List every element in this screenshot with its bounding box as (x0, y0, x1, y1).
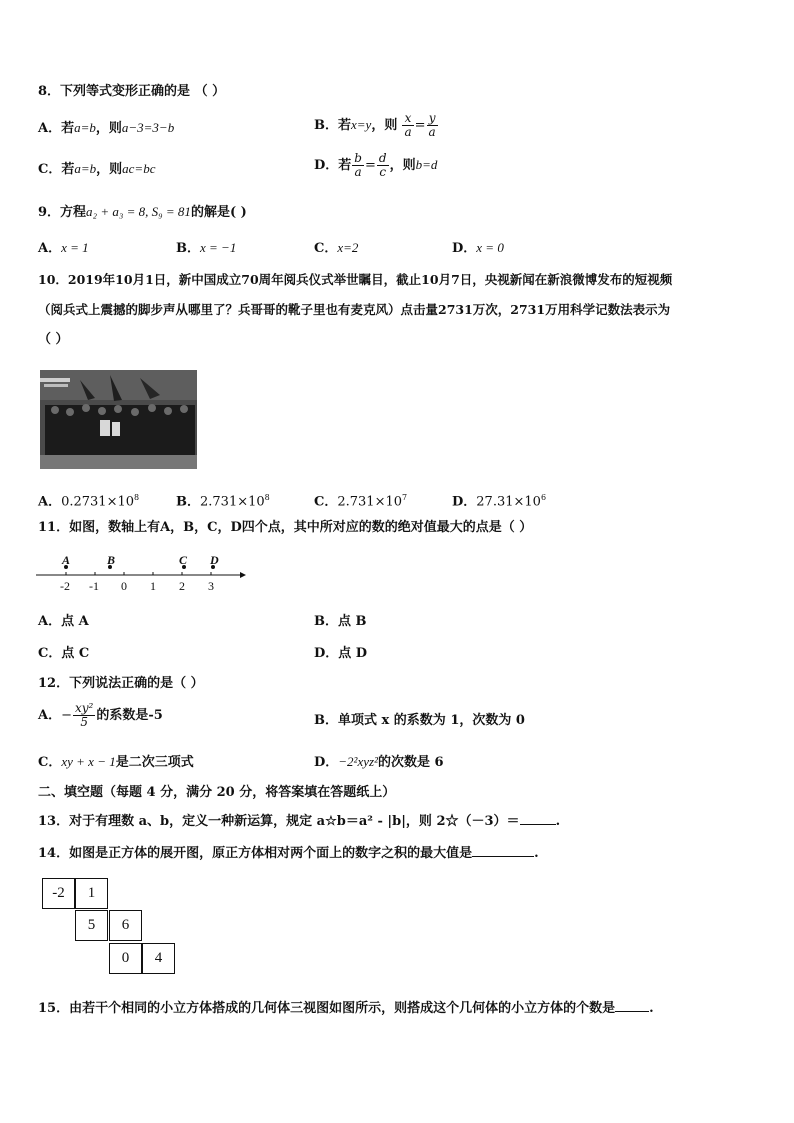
cube-face: 0 (109, 943, 142, 974)
q10-stem-line1: 10．2019年10月1日，新中国成立70周年阅兵仪式举世瞩目，截止10月7日，央视新闻在新浪微博发布的短视频 (38, 272, 673, 287)
q13-stem: 13．对于有理数 a、b，定义一种新运算，规定 a☆b＝a² - |b|，则 2☆（－3）＝ . (38, 814, 561, 829)
cube-face: 6 (109, 910, 142, 941)
parade-photo (40, 370, 197, 469)
cube-face: 5 (75, 910, 108, 941)
q10-option-d: D．$27.31\times 10^6$ (452, 493, 547, 510)
number-line (36, 550, 246, 594)
q10-option-b: B．$2.731\times 10^8$ (176, 493, 270, 510)
point-d-label: D (210, 553, 219, 567)
q11-stem: 11．如图，数轴上有A，B，C，D四个点，其中所对应的数的绝对值最大的点是（ ） (38, 520, 533, 535)
q14-answer-blank (472, 844, 534, 857)
q9-option-b: B．x = −1 (176, 240, 237, 256)
q11-option-a: A．点 A (38, 614, 89, 629)
point-b-label: B (107, 553, 116, 567)
q9-option-d: D．x = 0 (452, 240, 504, 256)
q8-option-c: C．若a=b，则ac=bc (38, 161, 156, 177)
q15-answer-blank (615, 999, 649, 1012)
q13-answer-blank (520, 812, 556, 825)
tick-label: 2 (179, 579, 185, 593)
q10-option-c: C．$2.731\times 10^7$ (314, 493, 408, 510)
q12-stem: 12．下列说法正确的是（ ） (38, 676, 204, 691)
q10-stem-line2: （阅兵式上震撼的脚步声从哪里了？兵哥哥的靴子里也有麦克风）点击量2731万次，2731万用科学记数法表示为 (38, 302, 671, 317)
q10-option-a: A．$0.2731\times 10^8$ (38, 493, 140, 510)
q12-option-a: A．− $\frac{\text{xy²}}{5}$ 的系数是-5 (38, 701, 163, 729)
tick-label: 3 (208, 579, 214, 593)
tick-label: -1 (89, 579, 99, 593)
q9-stem: 9．方程a₂ + a₃ = 8, S₉ = 81的解是( ) (38, 204, 247, 220)
q11-option-c: C．点 C (38, 646, 90, 661)
tick-label: -2 (60, 579, 70, 593)
cube-face: 4 (142, 943, 175, 974)
q12-option-d: D．−2²xyz²的次数是 6 (314, 754, 444, 770)
q8-option-a: A．若a=b，则a−3=3−b (38, 120, 175, 136)
q8-option-b: B．若x=y，则 $\frac{x}{a}$ = $\frac{y}{a}$ (314, 111, 436, 139)
cube-face: 1 (75, 878, 108, 909)
q9-option-a: A．x = 1 (38, 240, 89, 256)
number-line-arrow (240, 572, 246, 578)
q15-stem: 15．由若干个相同的小立方体搭成的几何体三视图如图所示，则搭成这个几何体的小立方体的个数是 . (38, 1001, 654, 1016)
point-c-label: C (179, 553, 188, 567)
q11-option-d: D．点 D (314, 646, 368, 661)
q8-option-d: D．若 $\frac{b}{a}$ = $\frac{d}{c}$ ，则b=d (314, 151, 438, 179)
q11-option-b: B．点 B (314, 614, 367, 629)
tick-label: 1 (150, 579, 156, 593)
q8-stem: 8．下列等式变形正确的是 （ ） (38, 84, 226, 99)
tick-label: 0 (121, 579, 127, 593)
q9-option-c: C．x=2 (314, 240, 359, 256)
point-a-label: A (62, 553, 71, 567)
cube-face: -2 (42, 878, 75, 909)
q10-stem-line3: （ ） (38, 332, 69, 347)
section-2-heading: 二、填空题（每题 4 分，满分 20 分，将答案填在答题纸上） (38, 785, 396, 800)
q14-stem: 14．如图是正方体的展开图，原正方体相对两个面上的数字之积的最大值是 . (38, 846, 539, 861)
q12-option-c: C．xy + x − 1是二次三项式 (38, 754, 194, 770)
q12-option-b: B．单项式 x 的系数为 1，次数为 0 (314, 713, 525, 728)
